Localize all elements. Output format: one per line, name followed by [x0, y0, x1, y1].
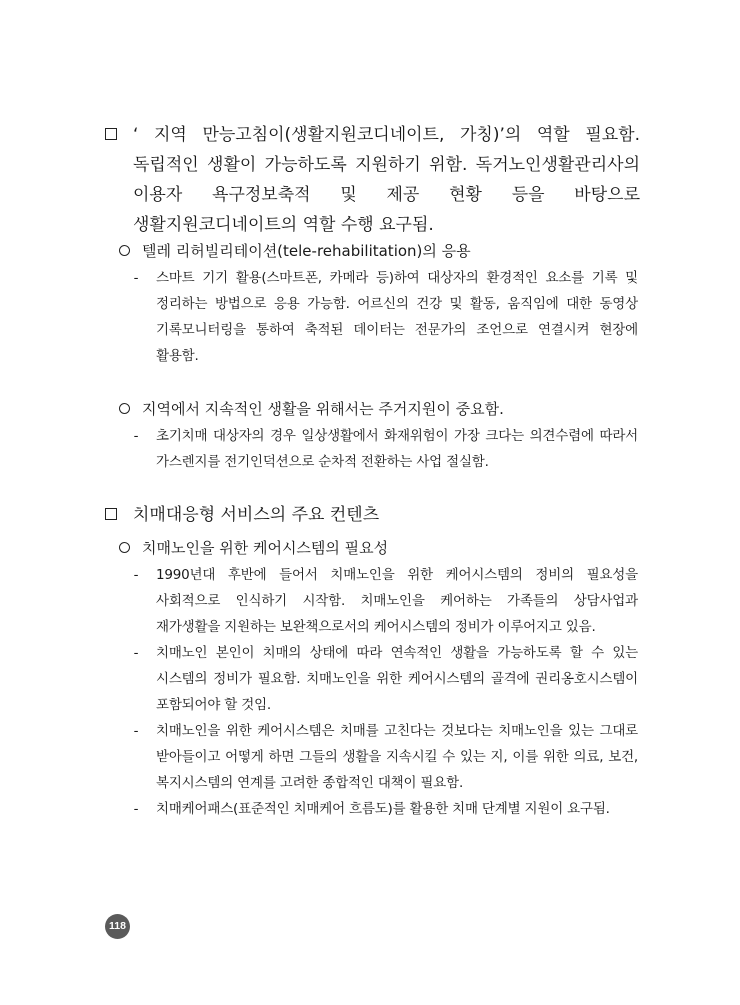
- dash-marker: -: [133, 723, 139, 739]
- circle-bullet-icon: [119, 403, 130, 414]
- section-heading: [105, 120, 640, 240]
- dash-marker: -: [133, 801, 139, 817]
- list-item: - 치매노인 본인이 치매의 상태에 따라 연속적인 생활을 가능하도록 할 수 있는 시스템의 정비가 필요함. 치매노인을 위한 케어시스템의 골격에 권리옹호시스템이 포함되어야 할 것임.: [130, 640, 638, 718]
- circle-bullet-icon: [119, 542, 130, 553]
- square-bullet-icon: [105, 508, 117, 520]
- dash-marker: -: [133, 645, 139, 661]
- square-bullet-icon: [105, 128, 117, 140]
- subsection-title: 텔레 리허빌리테이션(tele-rehabilitation)의 응용: [118, 240, 638, 262]
- section-heading-text: 치매대응형 서비스의 주요 컨텐츠: [133, 505, 380, 525]
- list-item: - 치매케어패스(표준적인 치매케어 흐름도)를 활용한 치매 단계별 지원이 요구됨.: [130, 796, 638, 822]
- bullet-list: [118, 265, 638, 369]
- list-item: - 스마트 기기 활용(스마트폰, 카메라 등)하여 대상자의 환경적인 요소를 기록 및 정리하는 방법으로 응용 가능함. 어르신의 건강 및 활동, 움직임에 대한 동영상 기록모니터링을 통하여 축적된 데이터는 전문가의 조언으로 연결시켜 현장에 활용함.: [130, 265, 638, 369]
- subsection-title: 지역에서 지속적인 생활을 위해서는 주거지원이 중요함.: [118, 398, 638, 420]
- dash-marker: -: [133, 567, 139, 583]
- dash-marker: -: [133, 270, 139, 286]
- section-heading: [105, 500, 640, 530]
- bullet-list: [118, 562, 638, 822]
- subsection-item: [118, 398, 638, 475]
- list-item: - 초기치매 대상자의 경우 일상생활에서 화재위험이 가장 크다는 의견수렴에 따라서 가스렌지를 전기인덕션으로 순차적 전환하는 사업 절실함.: [130, 423, 638, 475]
- list-item: - 1990년대 후반에 들어서 치매노인을 위한 케어시스템의 정비의 필요성을 사회적으로 인식하기 시작함. 치매노인을 케어하는 가족들의 상담사업과 재가생활을 지원하는 보완책으로서의 케어시스템의 정비가 이루어지고 있음.: [130, 562, 638, 640]
- subsection-title: 치매노인을 위한 케어시스템의 필요성: [118, 537, 638, 559]
- section-2: [105, 500, 640, 530]
- list-item: - 치매노인을 위한 케어시스템은 치매를 고친다는 것보다는 치매노인을 있는 그대로 받아들이고 어떻게 하면 그들의 생활을 지속시킬 수 있는 지, 이를 위한 의료, 보건, 복지시스템의 연계를 고려한 종합적인 대책이 필요함.: [130, 718, 638, 796]
- subsection-item: [118, 240, 638, 369]
- circle-bullet-icon: [119, 245, 130, 256]
- subsection-item: [118, 537, 638, 822]
- dash-marker: -: [133, 428, 139, 444]
- section-1: [105, 120, 640, 240]
- section-heading-text: ‘ 지역 만능고침이(생활지원코디네이트, 가칭)’의 역할 필요함. 독립적인 생활이 가능하도록 지원하기 위함. 독거노인생활관리사의 이용자 욕구정보축적 및 제공 현황 등을 바탕으로 생활지원코디네이트의 역할 수행 요구됨.: [133, 125, 640, 235]
- page-number-badge: 118: [105, 914, 130, 939]
- bullet-list: [118, 423, 638, 475]
